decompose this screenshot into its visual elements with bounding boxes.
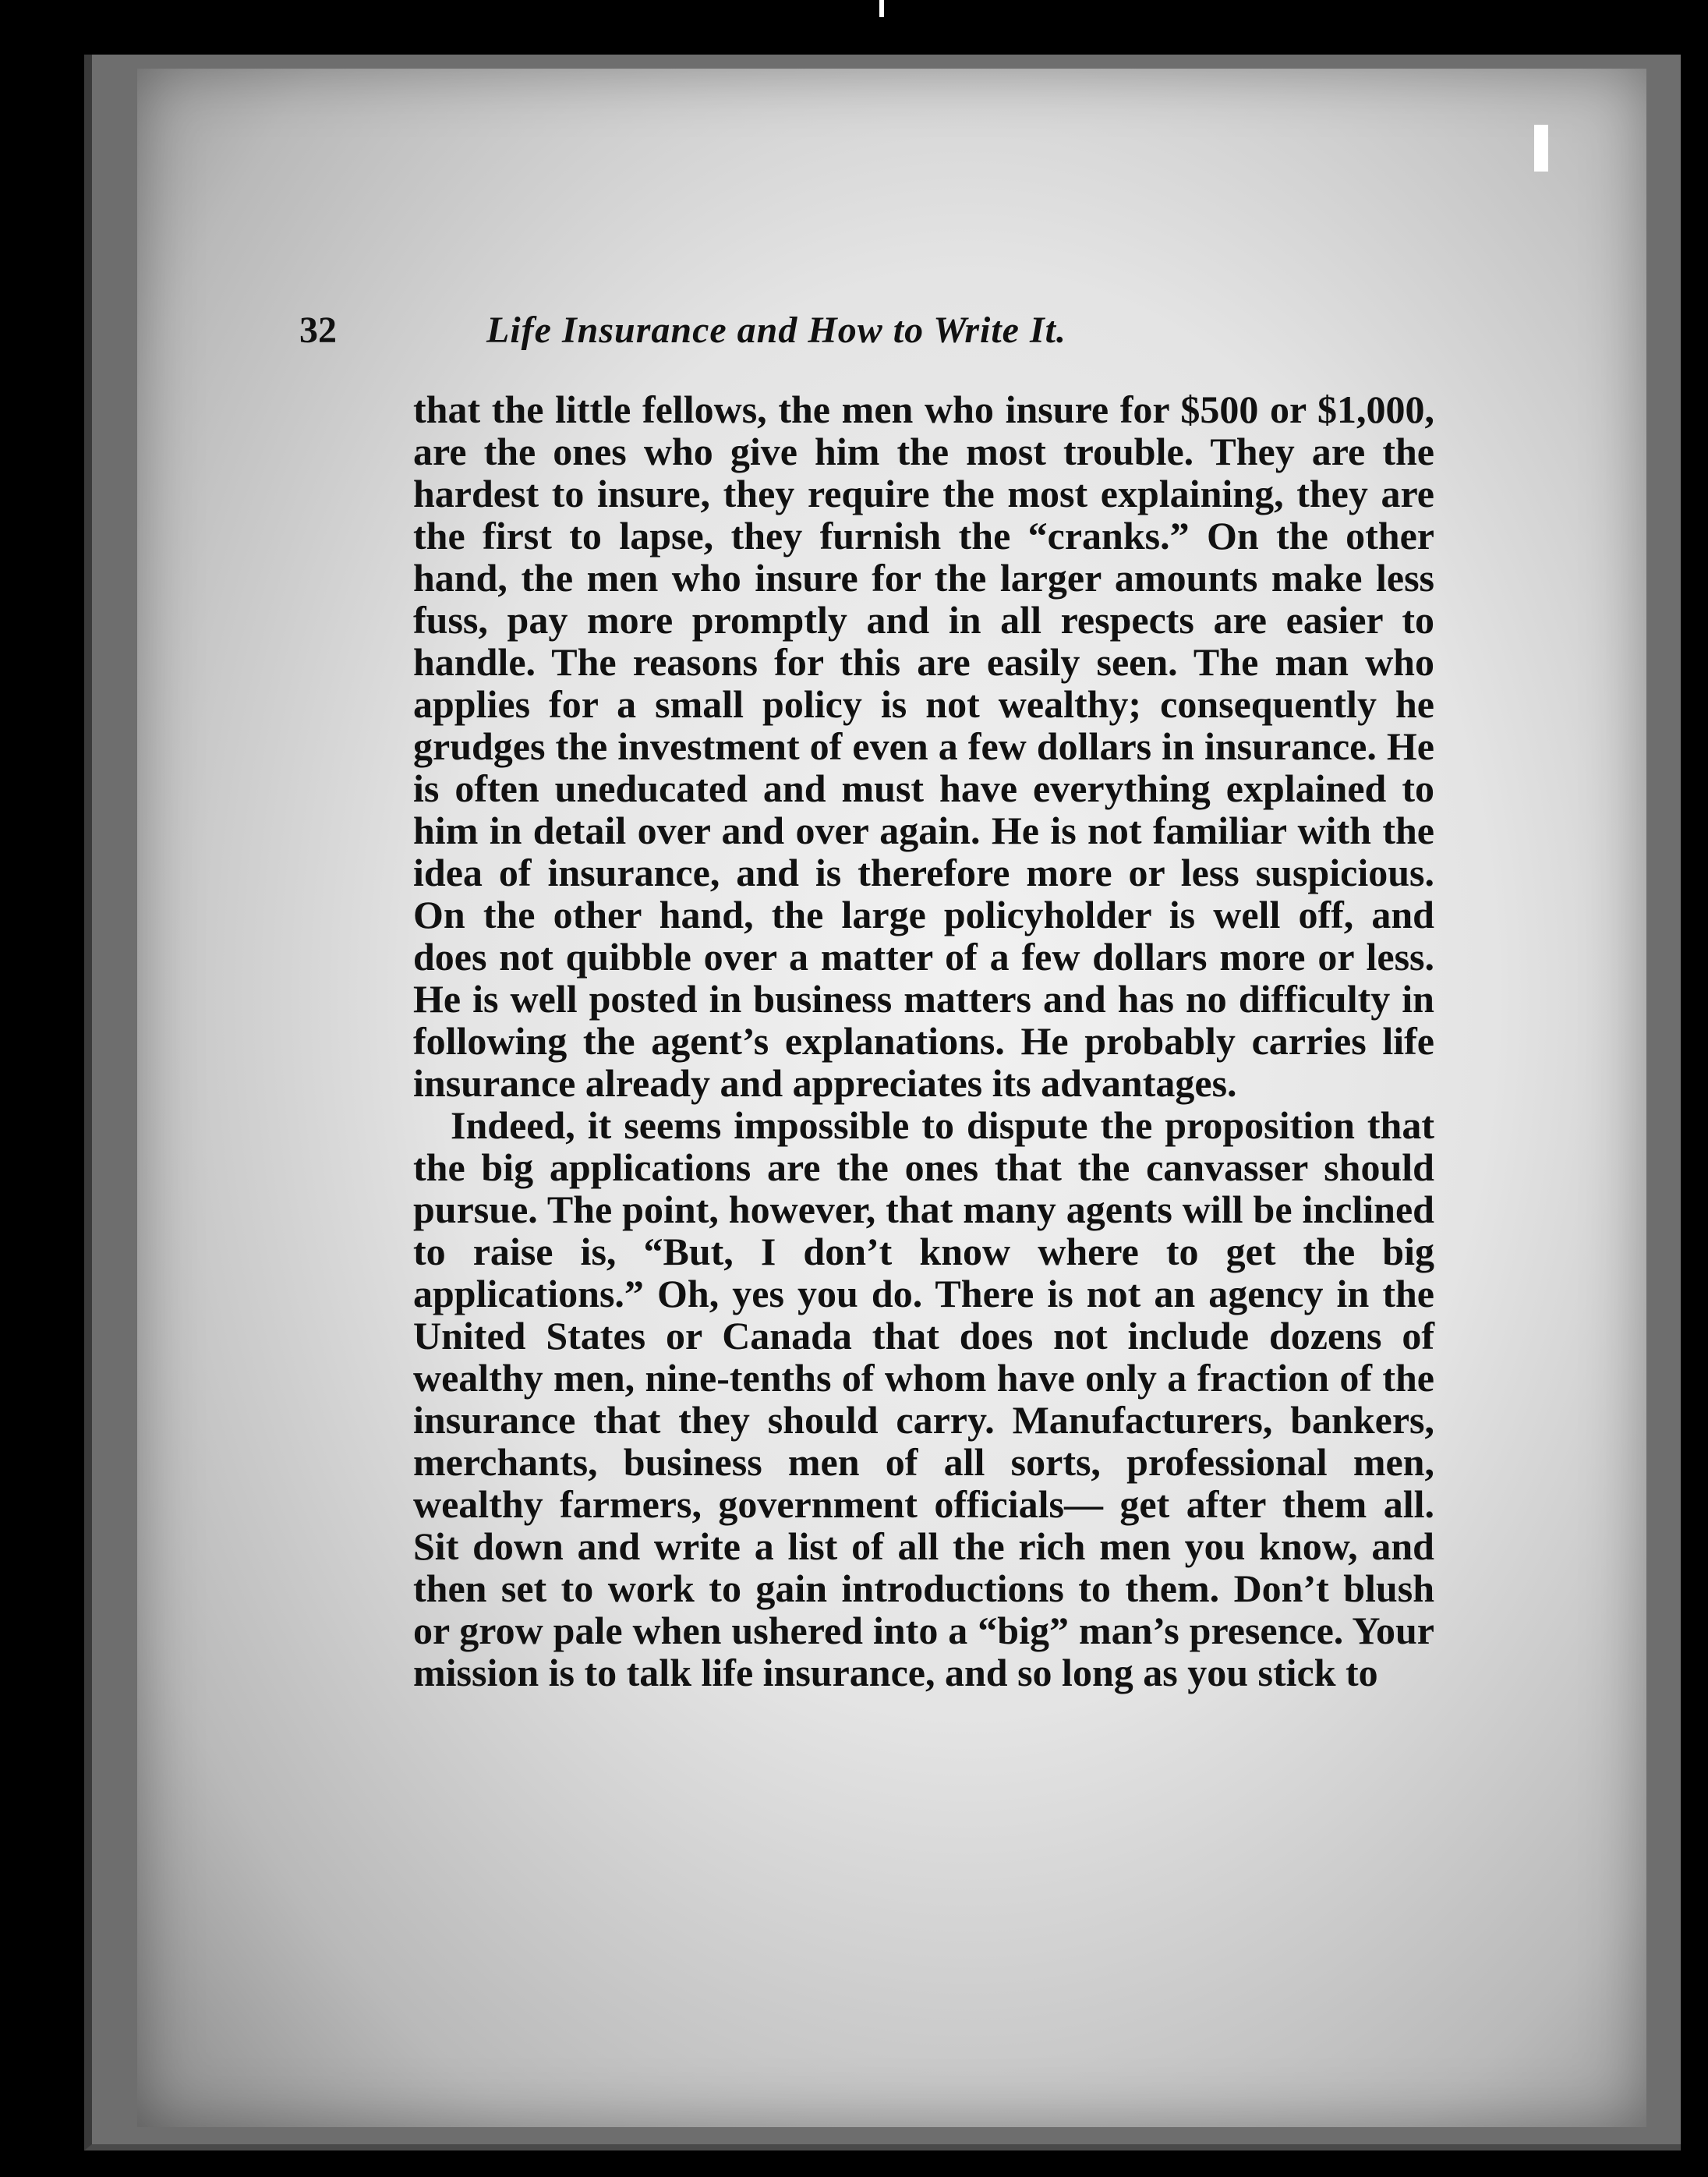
body-text xyxy=(413,388,1434,1694)
running-title: Life Insurance and How to Write It. xyxy=(486,310,1066,351)
page-number: 32 xyxy=(299,310,337,351)
scan-speck xyxy=(1534,125,1548,172)
paragraph: that the little fellows, the men who insure for $500 or $1,000, are the ones who give him the most trouble. They are the hardest to insure, they require the most explaining, they are the first to lapse, they furnish the “cranks.” On the other hand, the men who insure for the larger amounts make less fuss, pay more promptly and in all respects are easier to handle. The reasons for this are easily seen. The man who applies for a small policy is not wealthy; consequently he grudges the investment of even a few dollars in insurance. He is often uneducated and must have everything explained to him in detail over and over again. He is not familiar with the idea of insurance, and is therefore more or less suspicious. On the other hand, the large policyholder is well off, and does not quibble over a matter of a few dollars more or less. He is well posted in business matters and has no difficulty in following the agent’s explanations. He probably carries life insurance already and appreciates its advantages. xyxy=(413,388,1434,1105)
paragraph: Indeed, it seems impossible to dispute the proposition that the big applications are the ones that the canvasser should pursue. The point, however, that many agents will be inclined to raise is, “But, I don’t know where to get the big applications.” Oh, yes you do. There is not an agency in the United States or Canada that does not include dozens of wealthy men, nine-tenths of whom have only a fraction of the insurance that they should carry. Manufacturers, bankers, merchants, business men of all sorts, professional men, wealthy farmers, government officials— get after them all. Sit down and write a list of all the rich men you know, and then set to work to gain introductions to them. Don’t blush or grow pale when ushered into a “big” man’s presence. Your mission is to talk life insurance, and so long as you stick to xyxy=(413,1103,1434,1694)
page-header xyxy=(299,309,1313,363)
scan-speck xyxy=(879,0,884,17)
